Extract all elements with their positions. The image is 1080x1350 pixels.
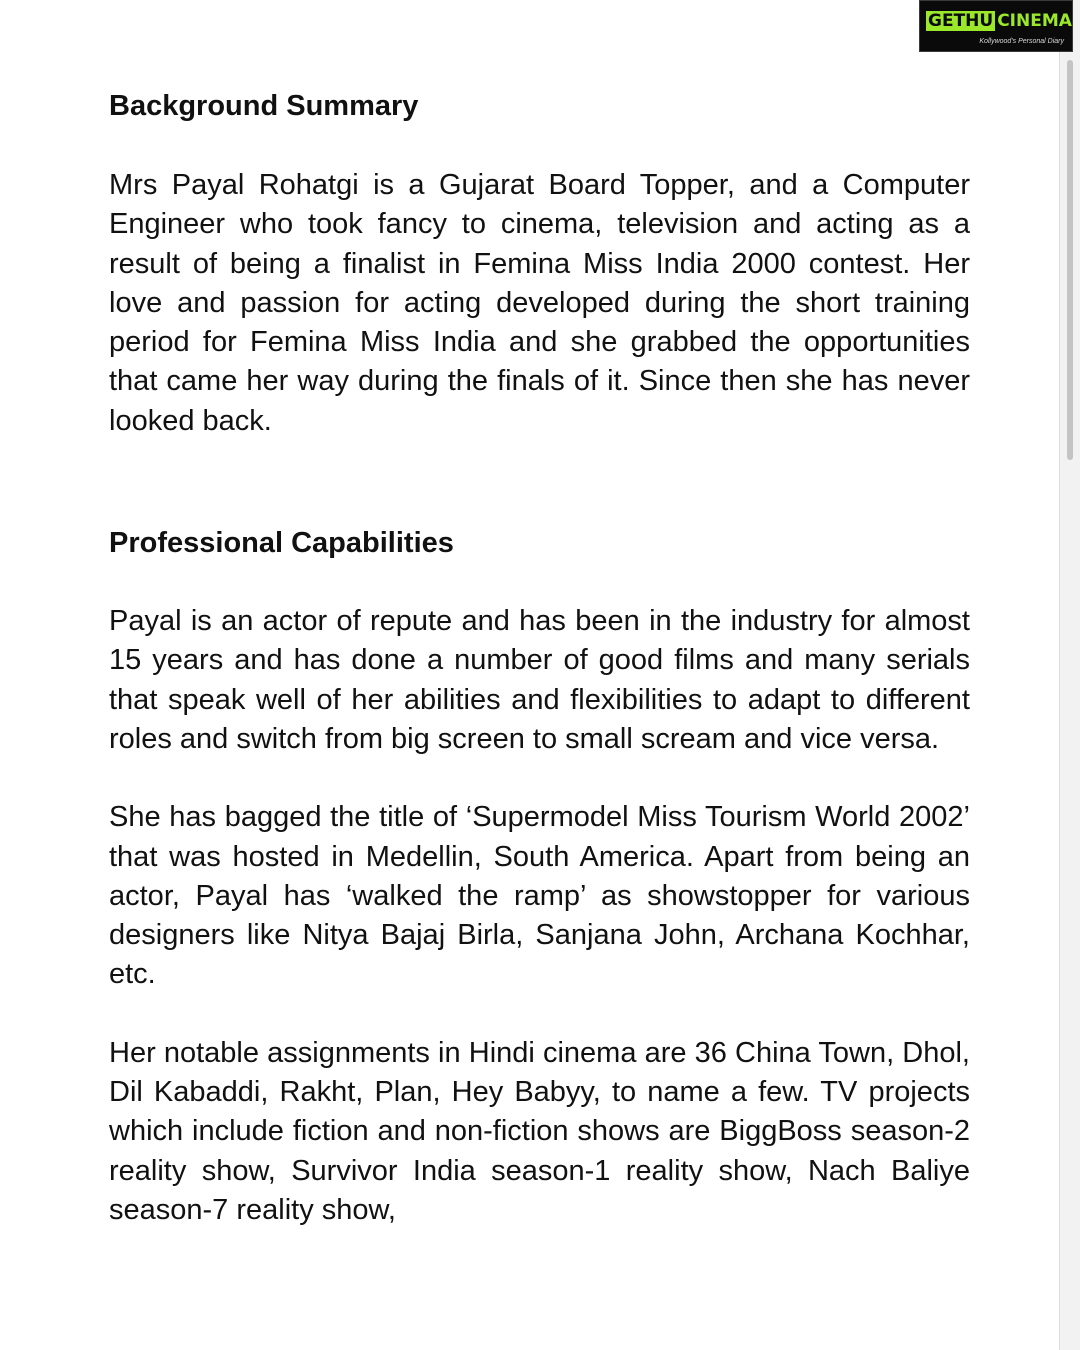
scrollbar-thumb[interactable] [1067,60,1073,460]
section-heading-background-summary: Background Summary [109,90,419,122]
paragraph-professional-2: She has bagged the title of ‘Supermodel Miss Tourism World 2002’ that was hosted in Medellin, South America. Apart from being an actor, Payal has ‘walked the ramp’ as showstopper for various designers like Nitya Bajaj Birla, Sanjana John, Archana Kochhar, etc. [109,801,970,991]
watermark-title-part1: GETHU [928,11,994,31]
watermark-tagline: Kollywood's Personal Diary [979,38,1064,45]
watermark-logo [919,0,1073,52]
watermark-title [926,7,1074,35]
document-content [109,86,970,1230]
paragraph-background-summary: Mrs Payal Rohatgi is a Gujarat Board Topper, and a Computer Engineer who took fancy to cinema, television and acting as a result of being a finalist in Femina Miss India 2000 contest. Her love and passion for acting developed during the short training period for Femina Miss India and she grabbed the opportunities that came her way during the finals of it. Since then she has never looked back. [109,169,970,437]
paragraph-professional-1: Payal is an actor of repute and has been in the industry for almost 15 years and has done a number of good films and many serials that speak well of her abilities and flexibilities to adapt to different roles and switch from big screen to small scream and vice versa. [109,605,970,755]
vertical-scrollbar[interactable] [1059,0,1080,1350]
section-heading-professional-capabilities: Professional Capabilities [109,527,454,560]
paragraph-professional-3: Her notable assignments in Hindi cinema are 36 China Town, Dhol, Dil Kabaddi, Rakht, Plan, Hey Babyy, to name a few. TV projects which include fiction and non-fiction shows are BiggBoss season-2 reality show, Survivor India season-1 reality show, Nach Baliye season-7 reality show, [109,1036,970,1226]
watermark-title-part2: CINEMA [997,11,1072,31]
